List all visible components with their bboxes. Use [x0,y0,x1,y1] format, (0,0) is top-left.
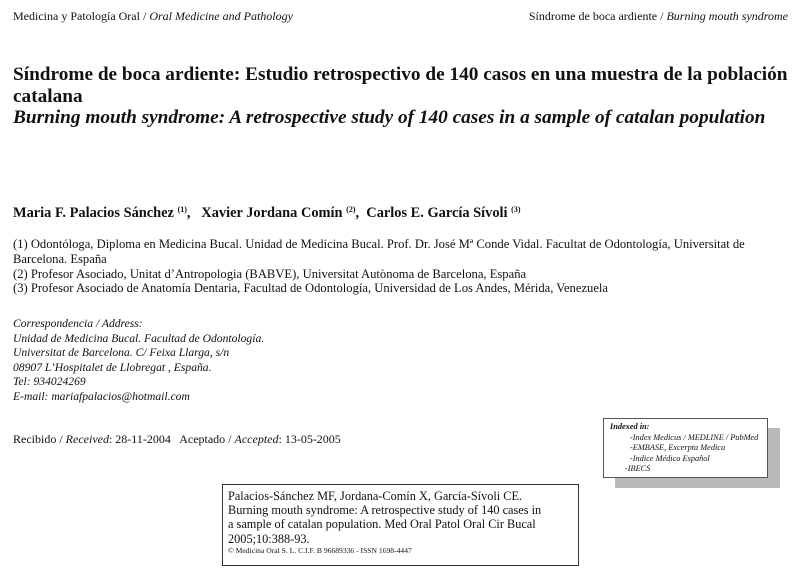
journal-name-en: Oral Medicine and Pathology [149,9,293,23]
submission-dates [13,432,341,447]
title-english: Burning mouth syndrome: A retrospective study of 140 cases in a sample of catalan population [13,107,766,128]
correspondence-phone: Tel: 934024269 [13,375,86,389]
short-title-en: Burning mouth syndrome [666,9,788,23]
citation-line: a sample of catalan population. Med Oral Patol Oral Cir Bucal [228,517,536,532]
author-affiliation-ref: (1) [177,205,187,214]
received-date: : 28-11-2004 [108,432,171,446]
indexed-in-box [603,418,768,478]
author-affiliation-ref: (2) [346,205,356,214]
affiliation-item: (1) Odontóloga, Diploma en Medicina Bucal. Unidad de Medicina Bucal. Prof. Dr. José Mª Conde Vidal. Facultat de Odontología, Universitat de Barcelona. España [13,237,745,266]
citation-box [222,484,579,566]
citation-line: Burning mouth syndrome: A retrospective study of 140 cases in [228,503,542,518]
affiliations [13,237,793,296]
correspondence-line: Universitat de Barcelona. C/ Feixa Llarga, s/n [13,346,230,360]
title-spanish: Síndrome de boca ardiente: Estudio retrospectivo de 140 casos en una muestra de la población catalana [13,64,788,107]
affiliation-item: (3) Profesor Asociado de Anatomía Dentaria, Facultad de Odontología, Universidad de Los Andes, Mérida, Venezuela [13,281,609,296]
author-name: Maria F. Palacios Sánchez [13,205,174,221]
running-header-right [529,9,788,23]
correspondence-email: E-mail: mariafpalacios@hotmail.com [13,389,190,403]
accepted-label-en: Accepted [234,432,279,446]
indexed-heading: Indexed in: [610,422,650,431]
author-affiliation-ref: (3) [511,205,521,214]
received-label-es: Recibido / [13,432,63,446]
accepted-date: : 13-05-2005 [278,432,341,446]
index-item: -Indice Médico Español [630,453,710,463]
citation-line: 2005;10:388-93. [228,531,310,546]
received-label-en: Received [65,432,109,446]
correspondence-heading: Correspondencia / Address: [13,317,143,330]
author-name: Xavier Jordana Comín [201,205,343,221]
citation-line: Palacios-Sánchez MF, Jordana-Comín X, García-Sívoli CE. [228,489,523,503]
short-title-es: Síndrome de boca ardiente / [528,9,664,23]
affiliation-item: (2) Profesor Asociado, Unitat d’Antropologia (BABVE), Universitat Autònoma de Barcelona, España [13,266,527,281]
index-item: -Index Medicus / MEDLINE / PubMed [630,432,759,442]
journal-name-es: Medicina y Patología Oral / [13,9,147,23]
author-name: Carlos E. García Sívoli [366,205,508,221]
author-separator: , [355,205,363,221]
accepted-label-es: Aceptado / [179,432,232,446]
author-list [13,205,520,222]
index-item: -IBECS [625,464,651,473]
correspondence-line: 08907 L’Hospitalet de Llobregat , España. [13,360,212,374]
copyright-notice: © Medicina Oral S. L. C.I.F. B 96689336 - ISSN 1698-4447 [228,545,412,555]
index-item: -EMBASE, Excerpta Medica [630,443,726,452]
running-header-left [13,9,293,23]
correspondence-line: Unidad de Medicina Bucal. Facultad de Odontología. [13,331,265,345]
author-separator: , [186,205,198,221]
correspondence-address [13,317,264,405]
article-title [13,64,793,129]
